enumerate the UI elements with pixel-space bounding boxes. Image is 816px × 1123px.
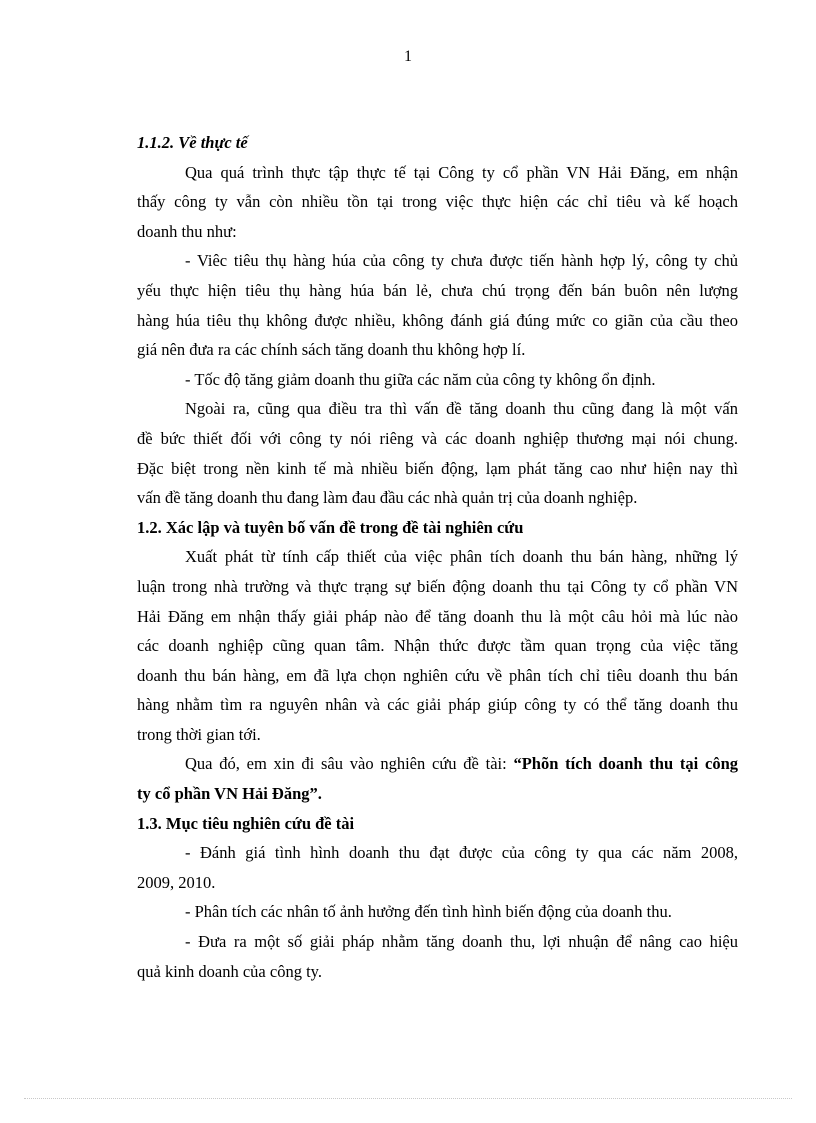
paragraph-6-lead: Qua đó, em xin đi sâu vào nghiên cứu đề tài: <box>185 754 514 774</box>
thesis-title-part-2: ty cổ phần VN Hải Đăng”. <box>137 784 322 804</box>
text-line: yếu thực hiện tiêu thụ hàng húa bán lẻ, chưa chú trọng đến bán buôn nên lượng <box>137 280 738 300</box>
heading-1-2: 1.2. Xác lập và tuyên bố vấn đề trong đề tài nghiên cứu <box>137 517 524 537</box>
text-line: vấn đề tăng doanh thu đang làm đau đầu các nhà quản trị của doanh nghiệp. <box>137 488 638 508</box>
paragraph-5 <box>137 542 738 749</box>
text-line: luận trong nhà trường và thực trạng sự biến động doanh thu tại Công ty cổ phần VN <box>137 576 738 596</box>
thesis-title-part-1: “Phõn tích doanh thu tại công <box>513 754 738 774</box>
text-line: Đặc biệt trong nền kinh tế mà nhiều biến động, lạm phát tăng cao như hiện nay thì <box>137 458 738 478</box>
paragraph-6 <box>137 749 738 808</box>
text-line: giá nên đưa ra các chính sách tăng doanh thu không hợp lí. <box>137 340 526 360</box>
heading-1-1-2: 1.1.2. Về thực tế <box>137 133 248 152</box>
text-line: hàng nhằm tìm ra nguyên nhân và các giải pháp giúp công ty có thể tăng doanh thu <box>137 695 738 715</box>
page-number: 1 <box>404 48 412 65</box>
paragraph-3: - Tốc độ tăng giảm doanh thu giữa các năm của công ty không ổn định. <box>185 369 656 389</box>
paragraph-7 <box>137 838 738 897</box>
text-line: hàng húa tiêu thụ không được nhiều, không đánh giá đúng mức co giãn của cầu theo <box>137 310 738 330</box>
paragraph-2 <box>137 246 738 364</box>
heading-1-3: 1.3. Mục tiêu nghiên cứu đề tài <box>137 813 355 833</box>
text-line: quả kinh doanh của công ty. <box>137 961 322 981</box>
text-line: Ngoài ra, cũng qua điều tra thì vấn đề tăng doanh thu cũng đang là một vấn <box>185 399 738 419</box>
text-line: các doanh nghiệp cũng quan tâm. Nhận thức được tầm quan trọng của việc tăng <box>137 636 738 656</box>
paragraph-8: - Phân tích các nhân tố ảnh hưởng đến tình hình biến động của doanh thu. <box>185 902 672 922</box>
text-line: doanh thu bán hàng, em đã lựa chọn nghiên cứu về phân tích chỉ tiêu doanh thu bán <box>137 665 738 685</box>
document-body <box>137 128 738 986</box>
text-line: - Đưa ra một số giải pháp nhằm tăng doanh thu, lợi nhuận để nâng cao hiệu <box>185 932 738 952</box>
text-line: Qua quá trình thực tập thực tế tại Công ty cổ phần VN Hải Đăng, em nhận <box>185 162 738 182</box>
text-line: - Viêc tiêu thụ hàng húa của công ty chưa được tiến hành hợp lý, công ty chủ <box>185 251 738 271</box>
paragraph-9 <box>137 927 738 986</box>
text-line: doanh thu như: <box>137 221 237 241</box>
paragraph-4 <box>137 394 738 512</box>
text-line: đề bức thiết đối với công ty nói riêng và các doanh nghiệp thương mại nói chung. <box>137 428 738 448</box>
text-line: Hải Đăng em nhận thấy giải pháp nào để tăng doanh thu là một câu hỏi mà lúc nào <box>137 606 738 626</box>
text-line: - Đánh giá tình hình doanh thu đạt được của công ty qua các năm 2008, <box>185 843 738 863</box>
page-bottom-border <box>24 1098 792 1099</box>
paragraph-1 <box>137 158 738 247</box>
text-line: Xuất phát từ tính cấp thiết của việc phân tích doanh thu bán hàng, những lý <box>185 547 738 567</box>
text-line <box>137 749 738 779</box>
text-line: trong thời gian tới. <box>137 724 261 744</box>
text-line: 2009, 2010. <box>137 872 216 892</box>
text-line: thấy công ty vẫn còn nhiều tồn tại trong việc thực hiện các chỉ tiêu và kế hoạch <box>137 192 738 212</box>
